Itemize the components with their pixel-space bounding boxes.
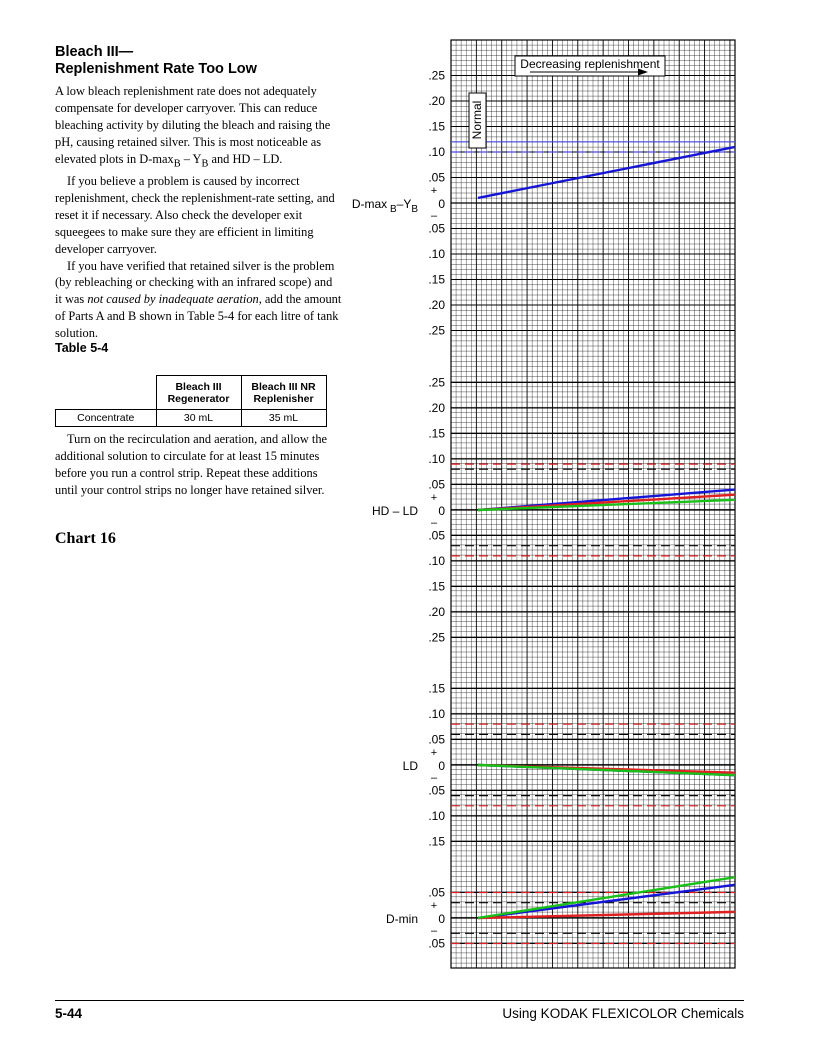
decreasing-replenishment-annotation: [515, 56, 665, 76]
chart-title: Chart 16: [55, 530, 116, 547]
plus-sign: +: [430, 747, 438, 759]
normal-marker: [469, 93, 486, 148]
plus-sign: +: [430, 900, 438, 912]
paragraph-1: A low bleach replenishment rate does not adequately compensate for developer carryover. This can reduce bleaching activity by diluting the bleach and raising the pH, causing retained silver. This is most noticeable as elevated plots in $D-\max_B - Y_B$ and HD – LD.: [55, 84, 331, 170]
page-number: 5-44: [55, 1006, 83, 1021]
tick-label: .10: [428, 554, 445, 568]
tick-label: .05: [428, 936, 445, 951]
tick-label: .20: [428, 94, 445, 108]
heading-line-2: Replenishment Rate Too Low: [55, 61, 257, 77]
tick-label: .25: [428, 630, 445, 645]
panel-label: HD – LD: [371, 504, 418, 518]
series-line-green: [478, 765, 735, 775]
tick-label: .10: [428, 707, 445, 721]
tick-label: .15: [428, 426, 445, 441]
panel-label: D-min: [386, 912, 418, 926]
tick-label: .15: [428, 834, 445, 849]
tick-label: .20: [428, 401, 445, 415]
table-row-label: Concentrate: [56, 410, 157, 427]
tick-label: .05: [428, 885, 445, 900]
footer-rule: [55, 1000, 744, 1001]
table-col-header-1: Bleach III Regenerator: [156, 376, 241, 410]
tick-label: .25: [428, 323, 445, 338]
paragraph-2: If you believe a problem is caused by incorrect replenishment, check the replenishment-rate setting, and reset it if necessary. Also check the developer exit squeegees to make sure they are efficient in limiting developer carryover.: [55, 174, 335, 256]
tick-label: 0: [438, 759, 445, 773]
tick-label: .25: [428, 68, 445, 83]
minus-sign: –: [430, 925, 438, 937]
tick-label: .20: [428, 298, 445, 312]
chart-panel: [403, 682, 735, 849]
table-col-header-2: Bleach III NR Replenisher: [241, 376, 326, 410]
footer-title: Using KODAK FLEXICOLOR Chemicals: [502, 1006, 744, 1021]
series-line-blue: [478, 147, 735, 198]
tick-label: .10: [428, 452, 445, 466]
plus-sign: +: [430, 492, 438, 504]
tick-label: 0: [438, 912, 445, 926]
panel-label: LD: [402, 759, 418, 773]
chart-panel: [372, 376, 735, 645]
table-title: Table 5-4: [55, 341, 109, 355]
chart-panel: [352, 69, 735, 338]
minus-sign: –: [430, 517, 438, 529]
minus-sign: –: [430, 772, 438, 784]
annotation-text: Decreasing replenishment: [520, 57, 660, 71]
tick-label: .05: [428, 732, 445, 747]
normal-label: Normal: [470, 100, 484, 140]
tick-label: .10: [428, 247, 445, 261]
tick-label: .15: [428, 119, 445, 134]
panel-label: D-max $_B-Y_B$: [351, 197, 418, 215]
table-cell: 30 mL: [156, 410, 241, 427]
tick-label: .05: [428, 783, 445, 798]
heading-line-1: Bleach III—: [55, 44, 134, 60]
tick-label: .05: [428, 528, 445, 543]
paragraph-3: If you have verified that retained silver is the problem (by rebleaching or checking with an infrared scope) and it was not caused by inadequate aeration, add the amount of Parts A and B shown in Table 5-4 for each litre of tank solution.: [55, 258, 342, 341]
tick-label: 0: [438, 504, 445, 518]
tick-label: .20: [428, 605, 445, 619]
tick-label: .25: [428, 375, 445, 390]
tick-label: .15: [428, 579, 445, 594]
tick-label: .10: [428, 809, 445, 823]
tick-label: .15: [428, 681, 445, 696]
tick-label: .15: [428, 272, 445, 287]
minus-sign: –: [430, 210, 438, 222]
table-cell: 35 mL: [241, 410, 326, 427]
tick-label: .05: [428, 477, 445, 492]
tick-label: .05: [428, 170, 445, 185]
plus-sign: +: [430, 185, 438, 197]
tick-label: 0: [438, 197, 445, 211]
paragraph-4: Turn on the recirculation and aeration, and allow the additional solution to circulate for at least 15 minutes before you run a control strip. Repeat these additions until your control strips no longer have retained silver.: [55, 432, 328, 497]
tick-label: .05: [428, 221, 445, 236]
tick-label: .10: [428, 145, 445, 159]
chart-panel: [386, 877, 735, 950]
